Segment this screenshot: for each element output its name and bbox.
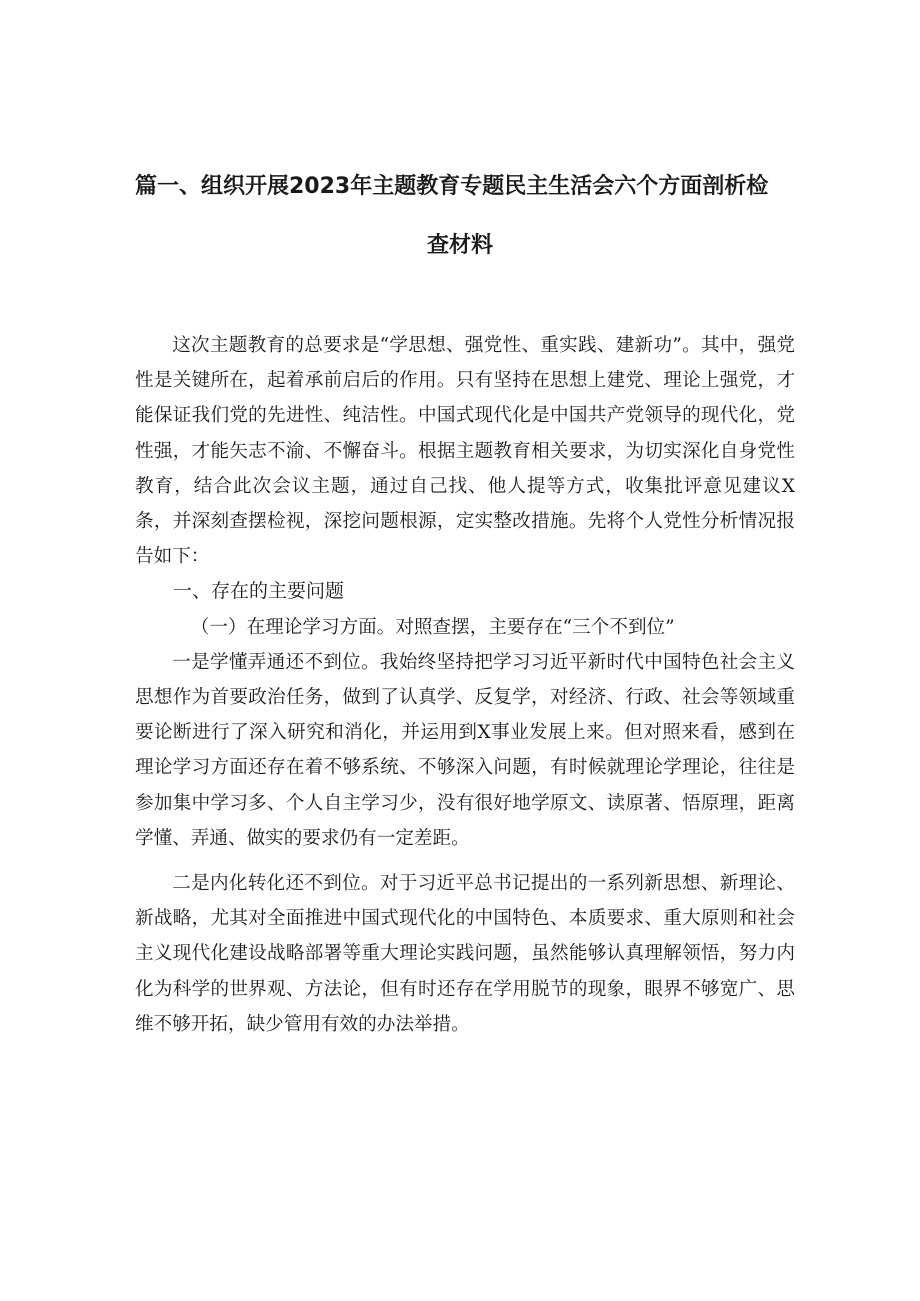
document-title-line2: 查材料 bbox=[426, 233, 493, 258]
point-paragraph: 一是学懂弄通还不到位。我始终坚持把学习习近平新时代中国特色社会主义思想作为首要政治任务，做到了认真学、反复学，对经济、行政、社会等领域重要论断进行了深入研究和消化，并运用到X事业发展上来。但对照来看，感到在理论学习方面还存在着不够系统、不够深入问题，有时候就理论学理论，往往是参加集中学习多、个人自主学习少，没有很好地学原文、读原著、悟原理，距离学懂、弄通、做实的要求仍有一定差距。 bbox=[135, 651, 795, 849]
document-title-line1: 篇一、组织开展2023年主题教育专题民主生活会六个方面剖析检 bbox=[135, 174, 769, 199]
subsection-heading: （一）在理论学习方面。对照查摆，主要存在“三个不到位” bbox=[190, 616, 675, 638]
section-heading: 一、存在的主要问题 bbox=[173, 580, 345, 603]
document-body bbox=[135, 328, 795, 1042]
point-paragraph: 二是内化转化还不到位。对于习近平总书记提出的一系列新思想、新理论、新战略，尤其对全面推进中国式现代化的中国特色、本质要求、重大原则和社会主义现代化建设战略部署等重大理论实践问题，虽然能够认真理解领悟，努力内化为科学的世界观、方法论，但有时还存在学用脱节的现象，眼界不够宽广、思维不够开拓，缺少管用有效的办法举措。 bbox=[135, 873, 795, 1035]
intro-paragraph: 这次主题教育的总要求是“学思想、强党性、重实践、建新功”。其中，强党性是关键所在，起着承前启后的作用。只有坚持在思想上建党、理论上强党，才能保证我们党的先进性、纯洁性。中国式现代化是中国共产党领导的现代化，党性强，才能矢志不渝、不懈奋斗。根据主题教育相关要求，为切实深化自身党性教育，结合此次会议主题，通过自己找、他人提等方式，收集批评意见建议X条，并深刻查摆检视，深挖问题根源，定实整改措施。先将个人党性分析情况报告如下： bbox=[135, 335, 795, 568]
